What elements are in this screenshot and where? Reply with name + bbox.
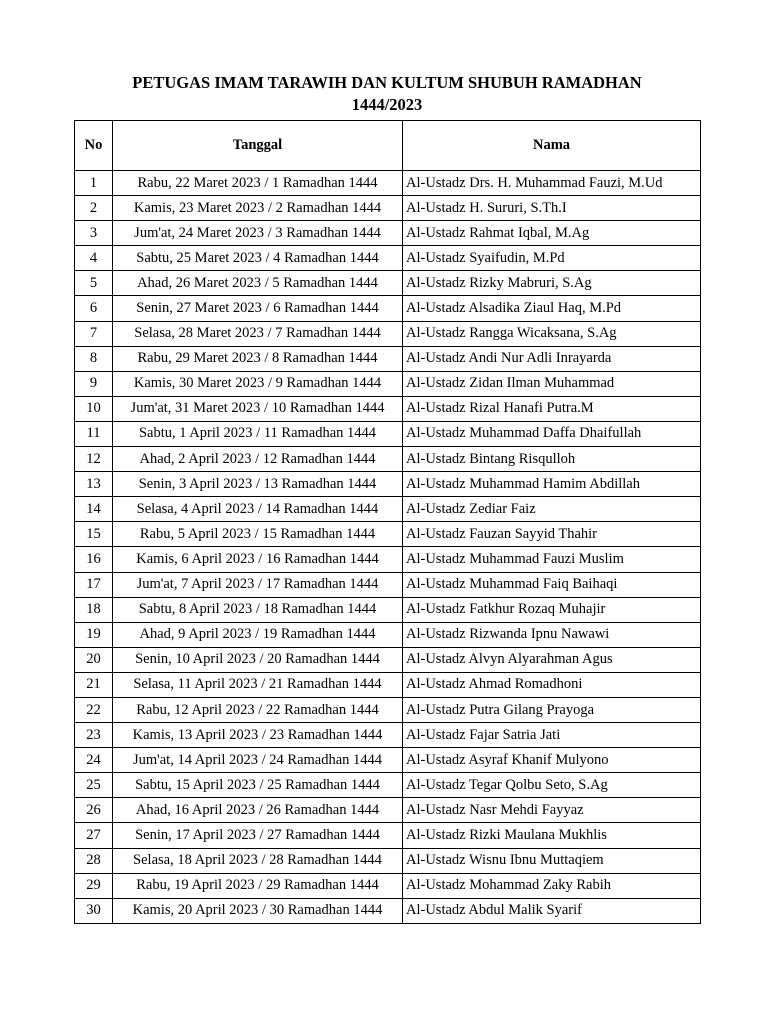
row-number: 8 bbox=[75, 346, 113, 371]
row-name: Al-Ustadz Mohammad Zaky Rabih bbox=[403, 873, 701, 898]
table-row bbox=[75, 196, 701, 221]
row-number: 9 bbox=[75, 371, 113, 396]
row-name: Al-Ustadz Muhammad Fauzi Muslim bbox=[403, 547, 701, 572]
row-name: Al-Ustadz Drs. H. Muhammad Fauzi, M.Ud bbox=[403, 171, 701, 196]
table-row bbox=[75, 522, 701, 547]
row-date: Rabu, 12 April 2023 / 22 Ramadhan 1444 bbox=[113, 697, 403, 722]
row-name: Al-Ustadz Andi Nur Adli Inrayarda bbox=[403, 346, 701, 371]
row-date: Senin, 27 Maret 2023 / 6 Ramadhan 1444 bbox=[113, 296, 403, 321]
table-row bbox=[75, 622, 701, 647]
row-name: Al-Ustadz Asyraf Khanif Mulyono bbox=[403, 748, 701, 773]
row-date: Sabtu, 1 April 2023 / 11 Ramadhan 1444 bbox=[113, 421, 403, 446]
row-name: Al-Ustadz Wisnu Ibnu Muttaqiem bbox=[403, 848, 701, 873]
row-name: Al-Ustadz Ahmad Romadhoni bbox=[403, 672, 701, 697]
table-row bbox=[75, 798, 701, 823]
table-row bbox=[75, 572, 701, 597]
row-number: 6 bbox=[75, 296, 113, 321]
row-date: Kamis, 23 Maret 2023 / 2 Ramadhan 1444 bbox=[113, 196, 403, 221]
table-row bbox=[75, 371, 701, 396]
row-date: Rabu, 19 April 2023 / 29 Ramadhan 1444 bbox=[113, 873, 403, 898]
table-row bbox=[75, 271, 701, 296]
row-name: Al-Ustadz Bintang Risqulloh bbox=[403, 447, 701, 472]
table-row bbox=[75, 697, 701, 722]
header-row bbox=[75, 121, 701, 171]
table-row bbox=[75, 873, 701, 898]
row-number: 24 bbox=[75, 748, 113, 773]
row-number: 5 bbox=[75, 271, 113, 296]
row-name: Al-Ustadz Tegar Qolbu Seto, S.Ag bbox=[403, 773, 701, 798]
row-name: Al-Ustadz Rizky Mabruri, S.Ag bbox=[403, 271, 701, 296]
row-number: 15 bbox=[75, 522, 113, 547]
row-number: 22 bbox=[75, 697, 113, 722]
row-date: Rabu, 29 Maret 2023 / 8 Ramadhan 1444 bbox=[113, 346, 403, 371]
table-body bbox=[75, 171, 701, 924]
row-date: Ahad, 26 Maret 2023 / 5 Ramadhan 1444 bbox=[113, 271, 403, 296]
row-number: 20 bbox=[75, 647, 113, 672]
row-date: Jum'at, 24 Maret 2023 / 3 Ramadhan 1444 bbox=[113, 221, 403, 246]
row-date: Senin, 10 April 2023 / 20 Ramadhan 1444 bbox=[113, 647, 403, 672]
table-row bbox=[75, 221, 701, 246]
table-row bbox=[75, 171, 701, 196]
row-date: Kamis, 20 April 2023 / 30 Ramadhan 1444 bbox=[113, 898, 403, 923]
row-number: 19 bbox=[75, 622, 113, 647]
row-date: Selasa, 18 April 2023 / 28 Ramadhan 1444 bbox=[113, 848, 403, 873]
row-number: 27 bbox=[75, 823, 113, 848]
table-row bbox=[75, 823, 701, 848]
row-date: Selasa, 28 Maret 2023 / 7 Ramadhan 1444 bbox=[113, 321, 403, 346]
row-number: 12 bbox=[75, 447, 113, 472]
row-number: 25 bbox=[75, 773, 113, 798]
table-row bbox=[75, 672, 701, 697]
row-date: Rabu, 5 April 2023 / 15 Ramadhan 1444 bbox=[113, 522, 403, 547]
row-name: Al-Ustadz Alsadika Ziaul Haq, M.Pd bbox=[403, 296, 701, 321]
row-number: 10 bbox=[75, 396, 113, 421]
row-number: 2 bbox=[75, 196, 113, 221]
row-name: Al-Ustadz Rangga Wicaksana, S.Ag bbox=[403, 321, 701, 346]
table-row bbox=[75, 497, 701, 522]
header-name: Nama bbox=[403, 121, 701, 171]
row-number: 17 bbox=[75, 572, 113, 597]
table-row bbox=[75, 246, 701, 271]
row-date: Sabtu, 8 April 2023 / 18 Ramadhan 1444 bbox=[113, 597, 403, 622]
row-number: 18 bbox=[75, 597, 113, 622]
table-row bbox=[75, 647, 701, 672]
row-date: Sabtu, 25 Maret 2023 / 4 Ramadhan 1444 bbox=[113, 246, 403, 271]
row-number: 13 bbox=[75, 472, 113, 497]
row-date: Sabtu, 15 April 2023 / 25 Ramadhan 1444 bbox=[113, 773, 403, 798]
row-number: 28 bbox=[75, 848, 113, 873]
table-row bbox=[75, 773, 701, 798]
table-row bbox=[75, 848, 701, 873]
header-date: Tanggal bbox=[113, 121, 403, 171]
table-row bbox=[75, 723, 701, 748]
row-date: Jum'at, 14 April 2023 / 24 Ramadhan 1444 bbox=[113, 748, 403, 773]
row-number: 26 bbox=[75, 798, 113, 823]
row-number: 1 bbox=[75, 171, 113, 196]
row-date: Senin, 3 April 2023 / 13 Ramadhan 1444 bbox=[113, 472, 403, 497]
table-row bbox=[75, 421, 701, 446]
row-date: Jum'at, 7 April 2023 / 17 Ramadhan 1444 bbox=[113, 572, 403, 597]
table-row bbox=[75, 447, 701, 472]
row-name: Al-Ustadz Nasr Mehdi Fayyaz bbox=[403, 798, 701, 823]
row-number: 14 bbox=[75, 497, 113, 522]
row-name: Al-Ustadz Zediar Faiz bbox=[403, 497, 701, 522]
document-title bbox=[74, 72, 700, 116]
row-name: Al-Ustadz Putra Gilang Prayoga bbox=[403, 697, 701, 722]
row-number: 29 bbox=[75, 873, 113, 898]
row-name: Al-Ustadz Abdul Malik Syarif bbox=[403, 898, 701, 923]
table-row bbox=[75, 321, 701, 346]
row-name: Al-Ustadz Alvyn Alyarahman Agus bbox=[403, 647, 701, 672]
row-name: Al-Ustadz Fatkhur Rozaq Muhajir bbox=[403, 597, 701, 622]
row-name: Al-Ustadz Fauzan Sayyid Thahir bbox=[403, 522, 701, 547]
header-no: No bbox=[75, 121, 113, 171]
row-number: 30 bbox=[75, 898, 113, 923]
row-date: Selasa, 4 April 2023 / 14 Ramadhan 1444 bbox=[113, 497, 403, 522]
row-name: Al-Ustadz H. Sururi, S.Th.I bbox=[403, 196, 701, 221]
row-name: Al-Ustadz Fajar Satria Jati bbox=[403, 723, 701, 748]
table-header bbox=[75, 121, 701, 171]
row-date: Selasa, 11 April 2023 / 21 Ramadhan 1444 bbox=[113, 672, 403, 697]
row-date: Senin, 17 April 2023 / 27 Ramadhan 1444 bbox=[113, 823, 403, 848]
row-name: Al-Ustadz Rizwanda Ipnu Nawawi bbox=[403, 622, 701, 647]
row-name: Al-Ustadz Rizal Hanafi Putra.M bbox=[403, 396, 701, 421]
table-row bbox=[75, 547, 701, 572]
table-row bbox=[75, 472, 701, 497]
row-date: Rabu, 22 Maret 2023 / 1 Ramadhan 1444 bbox=[113, 171, 403, 196]
row-number: 21 bbox=[75, 672, 113, 697]
row-date: Kamis, 6 April 2023 / 16 Ramadhan 1444 bbox=[113, 547, 403, 572]
row-number: 23 bbox=[75, 723, 113, 748]
row-number: 16 bbox=[75, 547, 113, 572]
row-number: 3 bbox=[75, 221, 113, 246]
row-name: Al-Ustadz Rahmat Iqbal, M.Ag bbox=[403, 221, 701, 246]
row-number: 7 bbox=[75, 321, 113, 346]
row-number: 11 bbox=[75, 421, 113, 446]
row-date: Kamis, 30 Maret 2023 / 9 Ramadhan 1444 bbox=[113, 371, 403, 396]
row-date: Ahad, 16 April 2023 / 26 Ramadhan 1444 bbox=[113, 798, 403, 823]
row-date: Ahad, 2 April 2023 / 12 Ramadhan 1444 bbox=[113, 447, 403, 472]
title-line-1: PETUGAS IMAM TARAWIH DAN KULTUM SHUBUH RAMADHAN bbox=[132, 73, 642, 92]
row-number: 4 bbox=[75, 246, 113, 271]
row-name: Al-Ustadz Syaifudin, M.Pd bbox=[403, 246, 701, 271]
table-row bbox=[75, 898, 701, 923]
row-date: Kamis, 13 April 2023 / 23 Ramadhan 1444 bbox=[113, 723, 403, 748]
table-row bbox=[75, 597, 701, 622]
row-name: Al-Ustadz Rizki Maulana Mukhlis bbox=[403, 823, 701, 848]
table-row bbox=[75, 396, 701, 421]
table-row bbox=[75, 296, 701, 321]
row-date: Ahad, 9 April 2023 / 19 Ramadhan 1444 bbox=[113, 622, 403, 647]
table-row bbox=[75, 748, 701, 773]
row-name: Al-Ustadz Muhammad Daffa Dhaifullah bbox=[403, 421, 701, 446]
table-row bbox=[75, 346, 701, 371]
title-line-2: 1444/2023 bbox=[351, 95, 423, 114]
row-date: Jum'at, 31 Maret 2023 / 10 Ramadhan 1444 bbox=[113, 396, 403, 421]
row-name: Al-Ustadz Zidan Ilman Muhammad bbox=[403, 371, 701, 396]
schedule-table bbox=[74, 120, 701, 924]
row-name: Al-Ustadz Muhammad Hamim Abdillah bbox=[403, 472, 701, 497]
row-name: Al-Ustadz Muhammad Faiq Baihaqi bbox=[403, 572, 701, 597]
